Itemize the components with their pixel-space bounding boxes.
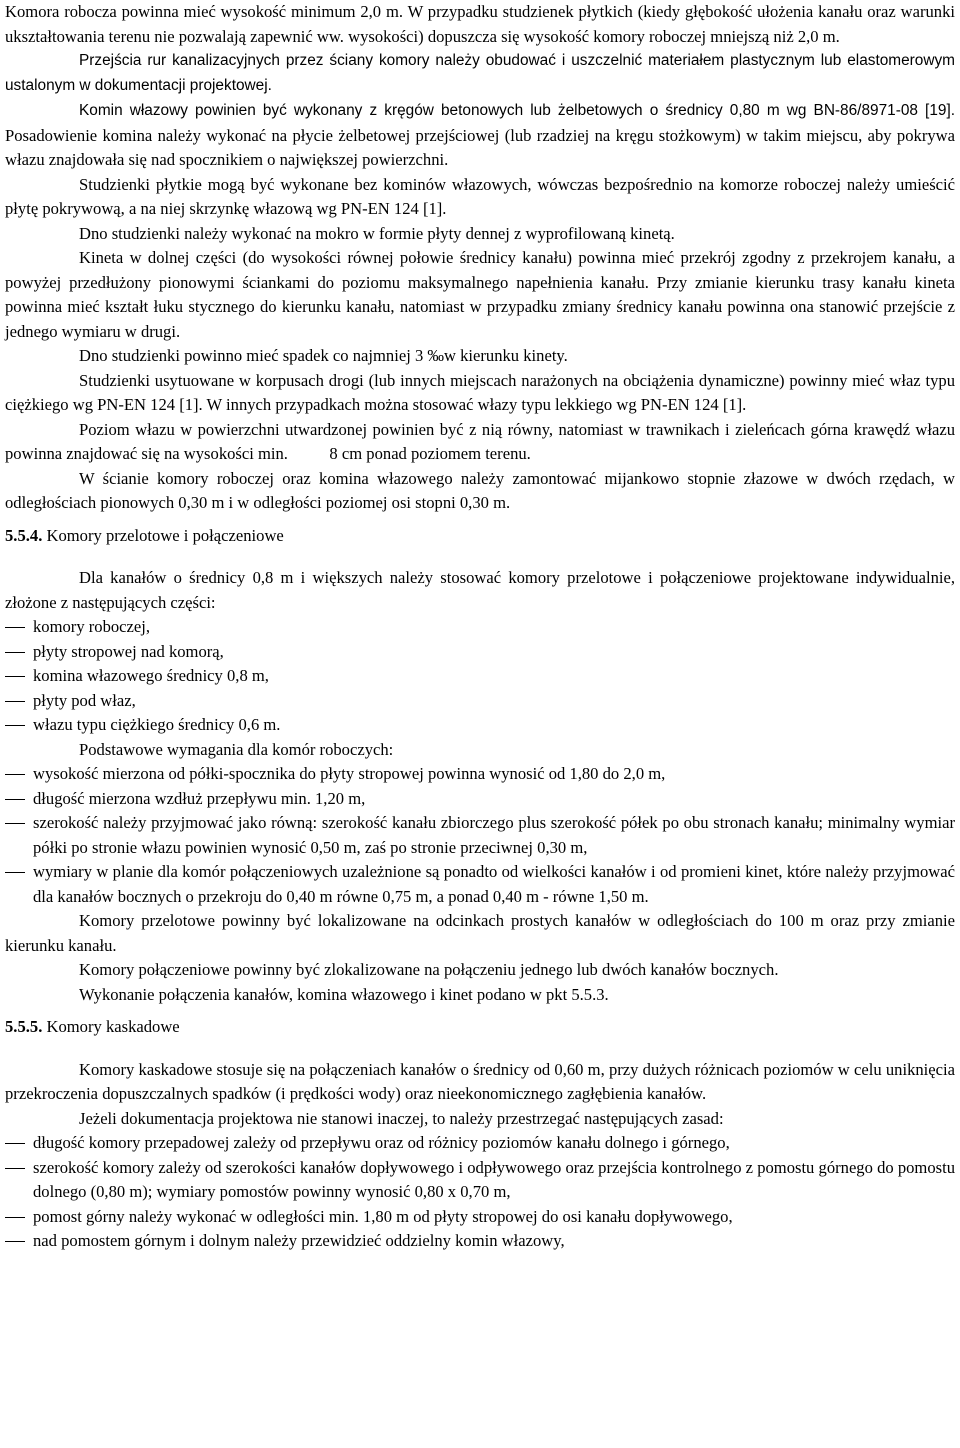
list-item: wymiary w planie dla komór połączeniowych uzależnione są ponadto od wielkości kanałów i od promieni kinet, które należy przyjmować dla kanałów bocznych o przekroju do 0,40 m równe 0,75 m, a ponad 0,40 m - równe 1,50 m. bbox=[33, 862, 955, 906]
paragraph-through-chambers-intro: Dla kanałów o średnicy 0,8 m i większych należy stosować komory przelotowe i połączeniowe projektowane indywidualnie, złożone z następujących części: bbox=[5, 568, 955, 612]
requirements-list bbox=[5, 762, 955, 909]
paragraph-manhole-chimney bbox=[5, 98, 955, 173]
section-title: Komory kaskadowe bbox=[42, 1017, 180, 1036]
section-number: 5.5.4. bbox=[5, 525, 43, 545]
paragraph-chamber-height: Komora robocza powinna mieć wysokość minimum 2,0 m. W przypadku studzienek płytkich (kiedy głębokość ułożenia kanału oraz warunki ukształtowania terenu nie pozwalają zapewnić ww. wysokości) dopuszcza się wysokość komory roboczej mniejszą niż 2,0 m. bbox=[5, 2, 955, 46]
paragraph-junction-chamber-location: Komory połączeniowe powinny być zlokalizowane na połączeniu jednego lub dwóch kanałów bocznych. bbox=[79, 960, 779, 979]
list-item: komina włazowego średnicy 0,8 m, bbox=[33, 666, 269, 685]
paragraph-manhole-bottom: Dno studzienki należy wykonać na mokro w formie płyty dennej z wyprofilowaną kinetą. bbox=[79, 223, 675, 243]
paragraph-ladder-steps: W ścianie komory roboczej oraz komina włazowego należy zamontować mijankowo stopnie złazowe w dwóch rzędach, w odległościach pionowych 0,30 m i w odległości poziomej osi stopni 0,30 m. bbox=[5, 468, 955, 512]
list-item: szerokość należy przyjmować jako równą: szerokość kanału zbiorczego plus szerokość półek po obu stronach kanału; minimalny wymiar półki po stronie włazu powinien wynosić 0,50 m, zaś po stronie przeciwnej 0,30 m, bbox=[33, 813, 955, 857]
chimney-sentence-1: Komin włazowy powinien być wykonany z kręgów betonowych lub żelbetowych o średnicy 0,80 m wg BN-86/8971-08 [19]. bbox=[79, 102, 955, 119]
section-number: 5.5.5. bbox=[5, 1017, 43, 1036]
list-item: włazu typu ciężkiego średnicy 0,6 m. bbox=[33, 715, 281, 734]
chimney-sentence-2: Posadowienie komina należy wykonać na płycie żelbetowej przejściowej (lub rzadziej na kręgu stożkowym) w takim miejscu, aby pokrywa włazu znajdowała się nad spocznikiem o największej powierzchni. bbox=[5, 125, 955, 169]
list-item: pomost górny należy wykonać w odległości min. 1,80 m od płyty stropowej do osi kanału dopływowego, bbox=[33, 1206, 733, 1226]
paragraph-rules-intro: Jeżeli dokumentacja projektowa nie stanowi inaczej, to należy przestrzegać następujących zasad: bbox=[79, 1108, 724, 1128]
paragraph-cascade-intro: Komory kaskadowe stosuje się na połączeniach kanałów o średnicy od 0,60 m, przy dużych różnicach poziomów w celu uniknięcia przekroczenia dopuszczalnych spadków (i prędkości wody) oraz nieekonomicznego zagłębienia kanałów. bbox=[5, 1059, 955, 1103]
paragraph-heavy-hatches: Studzienki usytuowane w korpusach drogi (lub innych miejscach narażonych na obciążenia dynamiczne) powinny mieć właz typu ciężkiego wg PN-EN 124 [1]. W innych przypadkach można stosować włazy typu lekkiego wg PN-EN 124 [1]. bbox=[5, 370, 955, 414]
paragraph-through-chamber-location: Komory przelotowe powinny być lokalizowane na odcinkach prostych kanałów w odległościach do 100 m oraz przy zmianie kierunku kanału. bbox=[5, 911, 955, 955]
list-item: płyty stropowej nad komorą, bbox=[33, 641, 224, 661]
paragraph-hatch-level: Poziom włazu w powierzchni utwardzonej powinien być z nią równy, natomiast w trawnikach i zieleńcach górna krawędź włazu powinna znajdować się na wysokości min. 8 cm ponad poziomem terenu. bbox=[5, 419, 960, 463]
section-heading-5-5-5 bbox=[5, 1015, 955, 1040]
list-item: nad pomostem górnym i dolnym należy przewidzieć oddzielny komin włazowy, bbox=[33, 1231, 565, 1250]
paragraph-requirements-intro: Podstawowe wymagania dla komór roboczych: bbox=[79, 739, 394, 759]
paragraph-reference-5-5-3: Wykonanie połączenia kanałów, komina włazowego i kinet podano w pkt 5.5.3. bbox=[79, 984, 609, 1004]
paragraph-shallow-manholes: Studzienki płytkie mogą być wykonane bez kominów włazowych, wówczas bezpośrednio na komorze roboczej należy umieścić płytę pokrywową, a na niej skrzynkę włazową wg PN-EN 124 [1]. bbox=[5, 174, 955, 218]
chamber-parts-list bbox=[5, 615, 955, 738]
list-item: wysokość mierzona od półki-spocznika do płyty stropowej powinna wynosić od 1,80 do 2,0 m, bbox=[33, 764, 666, 783]
section-heading-5-5-4 bbox=[5, 524, 955, 549]
list-item: komory roboczej, bbox=[33, 617, 151, 636]
list-item: długość mierzona wzdłuż przepływu min. 1,20 m, bbox=[33, 788, 366, 808]
list-item: długość komory przepadowej zależy od przepływu oraz od różnicy poziomów kanału dolnego i górnego, bbox=[33, 1133, 730, 1152]
paragraph-pipe-passages: Przejścia rur kanalizacyjnych przez ściany komory należy obudować i uszczelnić materiałem plastycznym lub elastomerowym ustalonym w dokumentacji projektowej. bbox=[5, 52, 955, 94]
cascade-rules-list bbox=[5, 1131, 955, 1254]
list-item: płyty pod właz, bbox=[33, 690, 136, 710]
paragraph-bottom-slope: Dno studzienki powinno mieć spadek co najmniej 3 ‰w kierunku kinety. bbox=[79, 346, 568, 365]
section-title: Komory przelotowe i połączeniowe bbox=[42, 525, 284, 545]
paragraph-kineta: Kineta w dolnej części (do wysokości równej połowie średnicy kanału) powinna mieć przekrój zgodny z przekrojem kanału, a powyżej przedłużony pionowymi ściankami do poziomu maksymalnego napełnienia kanału. Przy zmianie kierunku trasy kanału kineta powinna mieć kształt łuku stycznego do kierunku kanału, natomiast w przypadku zmiany średnicy kanału powinna ona stanowić przejście z jednego wymiaru w drugi. bbox=[5, 248, 955, 341]
list-item: szerokość komory zależy od szerokości kanałów dopływowego i odpływowego oraz przejścia kontrolnego z pomostu górnego do pomostu dolnego (0,80 m); wymiary pomostów powinny wynosić 0,80 x 0,70 m, bbox=[33, 1157, 955, 1201]
